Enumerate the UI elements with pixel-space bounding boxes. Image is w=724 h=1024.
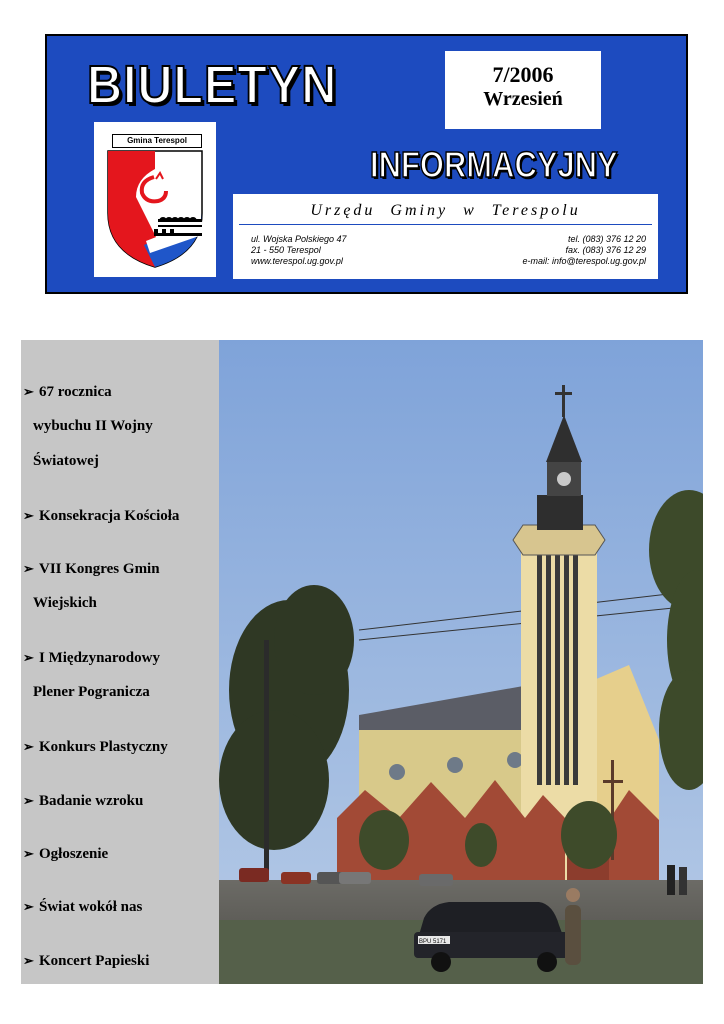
toc-item-text: Świat wokół nas	[39, 899, 143, 915]
toc-item-text: 67 rocznica	[39, 384, 112, 400]
issue-month: Wrzesień	[483, 88, 563, 110]
toc-item[interactable]	[23, 889, 219, 924]
contact-info	[522, 234, 646, 267]
arrow-bullet-icon: ➢	[23, 384, 34, 399]
fax-number: fax. (083) 376 12 29	[565, 245, 646, 255]
coat-of-arms-icon	[106, 149, 204, 269]
toc-item[interactable]	[23, 498, 219, 533]
toc-item[interactable]	[23, 783, 219, 818]
website-link[interactable]: www.terespol.ug.gov.pl	[251, 256, 343, 266]
toc-item-text: Światowej	[33, 453, 99, 469]
toc-item[interactable]	[23, 640, 219, 710]
crest-panel	[94, 122, 216, 277]
toc-item-text: Badanie wzroku	[39, 793, 144, 809]
masthead-title: BIULETYN	[87, 55, 338, 115]
toc-item-text: Konkurs Plastyczny	[39, 739, 168, 755]
address-box	[233, 194, 658, 279]
email-link[interactable]: e-mail: info@terespol.ug.gov.pl	[522, 256, 646, 266]
masthead-subtitle: INFORMACYJNY	[370, 144, 618, 185]
arrow-bullet-icon: ➢	[23, 739, 34, 754]
divider	[239, 224, 652, 225]
arrow-bullet-icon: ➢	[23, 899, 34, 914]
office-name: Urzędu Gminy w Terespolu	[310, 202, 581, 219]
toc-item[interactable]	[23, 836, 219, 871]
arrow-bullet-icon: ➢	[23, 846, 34, 861]
arrow-bullet-icon: ➢	[23, 508, 34, 523]
toc-item[interactable]	[23, 943, 219, 978]
car-plate: BPU 5171	[419, 939, 447, 945]
toc-item-text: Konsekracja Kościoła	[39, 508, 180, 524]
toc-item-text: Ogłoszenie	[39, 846, 109, 862]
toc-item[interactable]	[23, 729, 219, 764]
arrow-bullet-icon: ➢	[23, 650, 34, 665]
toc-item-text: I Międzynarodowy	[39, 650, 160, 666]
toc-item[interactable]	[23, 551, 219, 621]
arrow-bullet-icon: ➢	[23, 793, 34, 808]
toc-item[interactable]	[23, 374, 219, 479]
toc-item-text: wybuchu II Wojny	[33, 418, 153, 434]
toc-item-text: Wiejskich	[33, 595, 97, 611]
address-city: 21 - 550 Terespol	[251, 245, 321, 255]
church-photo-illustration	[219, 340, 703, 984]
cover-photo	[219, 340, 703, 984]
address-street: ul. Wojska Polskiego 47	[251, 234, 347, 244]
masthead	[45, 34, 688, 294]
postal-address	[251, 234, 347, 267]
issue-box	[445, 51, 601, 129]
arrow-bullet-icon: ➢	[23, 561, 34, 576]
arrow-bullet-icon: ➢	[23, 953, 34, 968]
phone-number: tel. (083) 376 12 20	[567, 234, 646, 244]
issue-number: 7/2006	[492, 62, 554, 87]
toc-item-text: Plener Pogranicza	[33, 684, 150, 700]
toc-item-text: Koncert Papieski	[39, 953, 150, 969]
toc-item-text: VII Kongres Gmin	[39, 561, 160, 577]
crest-label: Gmina Terespol	[112, 134, 202, 148]
table-of-contents	[21, 340, 219, 984]
